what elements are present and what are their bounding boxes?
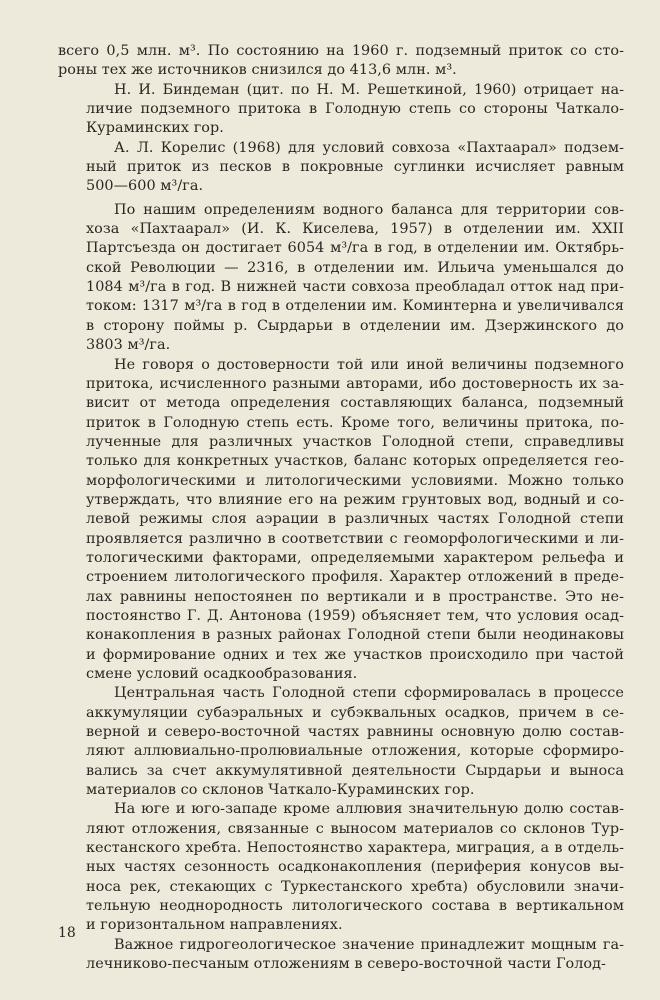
text-line: На юге и юго-западе кроме аллювия значительную долю состав- bbox=[114, 801, 624, 818]
text-line: кестанского хребта. Непостоянство характера, миграция, а в отдель- bbox=[86, 840, 624, 857]
text-line: носа рек, стекающих с Туркестанского хребта) обусловили значи- bbox=[86, 878, 624, 895]
text-line: проявляется различно в соответствии с геоморфологическими и ли- bbox=[86, 530, 624, 547]
paragraph bbox=[58, 684, 624, 800]
text-line: вались за счет аккумулятивной деятельности Сырдарьи и выноса bbox=[86, 762, 624, 779]
text-line: и формирование одних и тех же участков происходило при частой bbox=[86, 646, 624, 663]
paragraph bbox=[58, 81, 624, 139]
text-line: приток в Голодную степь есть. Кроме того, величины притока, по- bbox=[86, 414, 624, 431]
text-line: Кураминских гор. bbox=[86, 120, 224, 137]
text-line: притока, исчисленного разными авторами, ибо достоверность их за- bbox=[86, 375, 624, 392]
text-line: и горизонтальном направлениях. bbox=[86, 917, 343, 934]
text-line: ных частях сезонность осадконакопления (периферия конусов вы- bbox=[86, 859, 624, 876]
text-line: смене условий осадкообразования. bbox=[86, 666, 358, 682]
paragraph bbox=[58, 356, 624, 685]
text-line: тологическими факторами, определяемыми характером рельефа и bbox=[86, 549, 624, 566]
text-line: роны тех же источников снизился до 413,6 млн. м³. bbox=[58, 62, 457, 79]
text-line: лученные для различных участков Голодной степи, справедливы bbox=[86, 433, 624, 450]
text-line: Н. И. Биндеман (цит. по Н. М. Решеткиной, 1960) отрицает на- bbox=[114, 81, 624, 98]
text-line: в сторону поймы р. Сырдарьи в отделении им. Дзержинского до bbox=[86, 317, 624, 334]
paragraph bbox=[58, 139, 624, 197]
text-line: ской Революции — 2316, в отделении им. Ильича уменьшался до bbox=[86, 259, 624, 276]
body-text bbox=[58, 42, 624, 975]
text-line: Важное гидрогеологическое значение принадлежит мощным га- bbox=[114, 936, 624, 953]
text-line: тельную неоднородность литологического состава в вертикальном bbox=[86, 898, 624, 915]
text-line: Не говоря о достоверности той или иной величины подземного bbox=[114, 356, 624, 373]
text-line: материалов со склонов Чаткало-Кураминских гор. bbox=[86, 782, 475, 799]
text-line: личие подземного притока в Голодную степь со стороны Чаткало- bbox=[86, 101, 624, 118]
text-line: лах равнины непостоянен по вертикали и в пространстве. Это не- bbox=[86, 588, 624, 605]
paragraph bbox=[58, 800, 624, 935]
text-line: хоза «Пахтаарал» (И. К. Киселева, 1957) в отделении им. XXII bbox=[86, 221, 624, 238]
text-line: По нашим определениям водного баланса для территории сов- bbox=[114, 201, 624, 218]
text-line: током: 1317 м³/га в год в отделении им. Коминтерна и увеличивался bbox=[86, 298, 624, 315]
text-line: висит от метода определения составляющих баланса, подземный bbox=[86, 395, 624, 412]
text-line: Партсъезда он достигает 6054 м³/га в год, в отделении им. Октябрь- bbox=[86, 240, 624, 257]
text-line: строением литологического профиля. Характер отложений в преде- bbox=[86, 569, 624, 586]
text-line: 500—600 м³/га. bbox=[86, 178, 204, 195]
text-line: Центральная часть Голодной степи сформировалась в процессе bbox=[114, 685, 624, 702]
paragraph bbox=[58, 42, 624, 81]
paragraph bbox=[58, 936, 624, 975]
text-line: только для конкретных участков, баланс которых определяется гео- bbox=[86, 453, 624, 470]
text-line: ный приток из песков в покровные суглинки исчисляет равным bbox=[86, 159, 624, 176]
text-line: лечниково-песчаным отложениям в северо-восточной части Голод- bbox=[86, 956, 606, 973]
text-line: верной и северо-восточной частях равнины основную долю состав- bbox=[86, 724, 624, 741]
text-line: 1084 м³/га в год. В нижней части совхоза преобладал отток над при- bbox=[86, 279, 624, 296]
text-line: аккумуляции субаэральных и субэквальных осадков, причем в се- bbox=[86, 704, 624, 721]
text-line: 3803 м³/га. bbox=[86, 337, 171, 354]
text-line: левой режимы слоя аэрации в различных частях Голодной степи bbox=[86, 511, 624, 528]
text-line: всего 0,5 млн. м³. По состоянию на 1960 г. подземный приток со сто- bbox=[58, 43, 624, 59]
paragraph bbox=[58, 201, 624, 356]
text-line: конакопления в разных районах Голодной степи были неодинаковы bbox=[86, 627, 624, 644]
text-line: утверждать, что влияние его на режим грунтовых вод, водный и со- bbox=[86, 491, 624, 508]
text-line: морфологическими и литологическими условиями. Можно только bbox=[86, 472, 624, 489]
text-line: ляют отложения, связанные с выносом материалов со склонов Тур- bbox=[86, 820, 624, 837]
text-line: А. Л. Корелис (1968) для условий совхоза «Пахтаарал» подзем- bbox=[114, 139, 624, 156]
text-line: ляют аллювиально-пролювиальные отложения, которые сформиро- bbox=[86, 743, 624, 760]
page-number: 18 bbox=[58, 925, 76, 941]
text-line: постоянство Г. Д. Антонова (1959) объясняет тем, что условия осад- bbox=[86, 607, 624, 624]
